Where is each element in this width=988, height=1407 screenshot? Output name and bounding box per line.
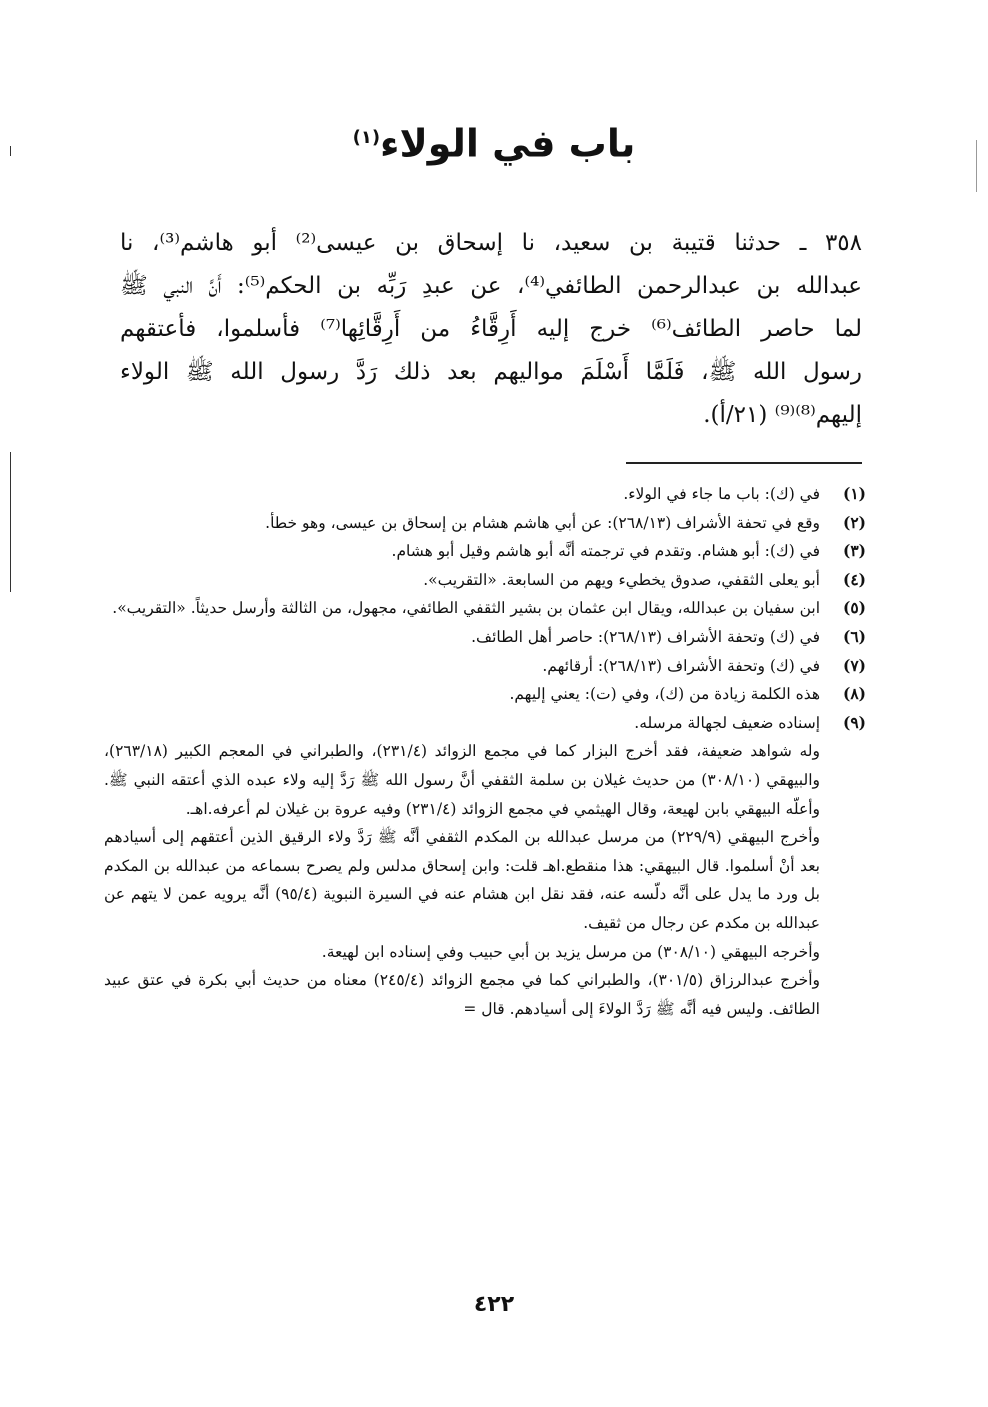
footnote-number: (٦): [842, 626, 866, 646]
hadith-line: إليهم⁽⁸⁾⁽⁹⁾ (٢١/أ).: [703, 402, 862, 428]
footnote-number: (٩): [842, 712, 866, 732]
hadith-line: عبدالله بن عبدالرحمن الطائفي⁽⁴⁾، عن عبدِ رَبِّه بن الحكم⁽⁵⁾: أَنَّ النبي ﷺ: [120, 273, 862, 299]
footnote-number: (٧): [842, 655, 866, 675]
footnote-paragraph: وأخرجه البيهقي (٣٠٨/١٠) من مرسل يزيد بن أبي حبيب وفي إسناده ابن لهيعة.: [321, 942, 820, 961]
page-number: ٤٢٢: [473, 1292, 515, 1317]
chapter-title-text: باب في الولاء: [380, 121, 636, 166]
hadith-text: [120, 222, 862, 437]
footnote-number: (٨): [842, 684, 866, 704]
hadith-line: لما حاصر الطائف⁽⁶⁾ خرج إليه أَرِقَّاءُ من أَرِقَّائِها⁽⁷⁾ فأسلموا، فأعتقهم: [120, 316, 862, 342]
footnote: [104, 537, 866, 566]
footnote-text: أبو يعلى الثقفي، صدوق يخطيء ويهم من السابعة. «التقريب».: [423, 570, 820, 589]
footnote-text: في (ك): باب ما جاء في الولاء.: [623, 485, 820, 503]
chapter-title: [0, 108, 988, 174]
footnote-text: ابن سفيان بن عبدالله، ويقال ابن عثمان بن بشير الثقفي الطائفي، مجهول، من الثالثة وأرسل حديثاً. «التقريب».: [112, 599, 820, 618]
footnote-number: (٥): [842, 598, 866, 618]
footnote-number: (٤): [842, 569, 866, 589]
footnote-text: وقع في تحفة الأشراف (٢٦٨/١٣): عن أبي هاشم هشام بن إسحاق بن عيسى، وهو خطأ.: [265, 513, 820, 532]
footnote-text: في (ك) وتحفة الأشراف (٢٦٨/١٣): أرقائهم.: [542, 656, 820, 675]
footnote-paragraph: وأخرج عبدالرزاق (٣٠١/٥)، والطبراني كما في مجمع الزوائد (٢٤٥/٤) معناه من حديث أبي بكرة في عتق عبيد الطائف. وليس فيه أنَّه ﷺ رَدَّ الولاءَ إلى أسيادهم. قال =: [104, 971, 820, 1018]
footnote-text: إسناده ضعيف لجهالة مرسله.: [634, 713, 820, 732]
footnote-paragraph: وله شواهد ضعيفة، فقد أخرج البزار كما في مجمع الزوائد (٢٣١/٤)، والطبراني في المعجم الكبير (٢٦٣/١٨)، والبيهقي (٣٠٨/١٠) من حديث غيلان بن سلمة الثقفي أنَّ رسول الله ﷺ رَدَّ إليه ولاء عبده الذي أعتقه النبي ﷺ. وأعلّه البيهقي بابن لهيعة، وقال الهيثمي في مجمع الزوائد (٢٣١/٤) وفيه عروة بن غيلان لم أعرفه.اهـ.: [104, 742, 821, 818]
hadith-line: ٣٥٨ ـ حدثنا قتيبة بن سعيد، نا إسحاق بن عيسى⁽²⁾ أبو هاشم⁽³⁾، نا: [120, 230, 862, 256]
footnote-number: (١): [842, 484, 866, 503]
footnote: [104, 594, 866, 623]
footnote: [104, 623, 866, 652]
chapter-title-footnote-mark: (١): [352, 127, 381, 148]
footnote-number: (٢): [842, 512, 866, 532]
footnote: [104, 509, 866, 538]
footnote: [104, 680, 866, 709]
footnote-divider: [626, 462, 862, 464]
footnote-text: هذه الكلمة زيادة من (ك)، وفي (ت): يعني إليهم.: [509, 685, 820, 704]
footnote: [104, 709, 866, 738]
footnote-paragraph: وأخرج البيهقي (٢٢٩/٩) من مرسل عبدالله بن المكدم الثقفي أنَّه ﷺ رَدَّ ولاء الرقيق الذين أعتقهم إلى أسيادهم بعد أنْ أسلموا. قال البيهقي: هذا منقطع.اهـ قلت: وابن إسحاق مدلس ولم يصرح بسماعه من عبدالله بن المكدم بل ورد ما يدل على أنَّه دلّسه عنه، فقد نقل ابن هشام عنه في السيرة النبوية (٩٥/٤) أنَّه يرويه عمن لا يتهم عن عبدالله بن مكدم عن رجال من ثقيف.: [104, 828, 820, 932]
footnote-text: في (ك) وتحفة الأشراف (٢٦٨/١٣): حاصر أهل الطائف.: [471, 627, 820, 646]
hadith-line: رسول الله ﷺ، فَلَمَّا أَسْلَمَ مواليهم بعد ذلك رَدَّ رسول الله ﷺ الولاء: [120, 359, 862, 385]
footnote: [104, 480, 866, 509]
footnote: [104, 566, 866, 595]
footnote-text: في (ك): أبو هشام. وتقدم في ترجمته أنَّه أبو هاشم وقيل أبو هشام.: [391, 542, 820, 561]
footnote-number: (٣): [842, 541, 866, 561]
footnotes-section: [104, 480, 866, 1023]
scan-edge-mark-left: [10, 452, 11, 592]
footnote: [104, 652, 866, 681]
